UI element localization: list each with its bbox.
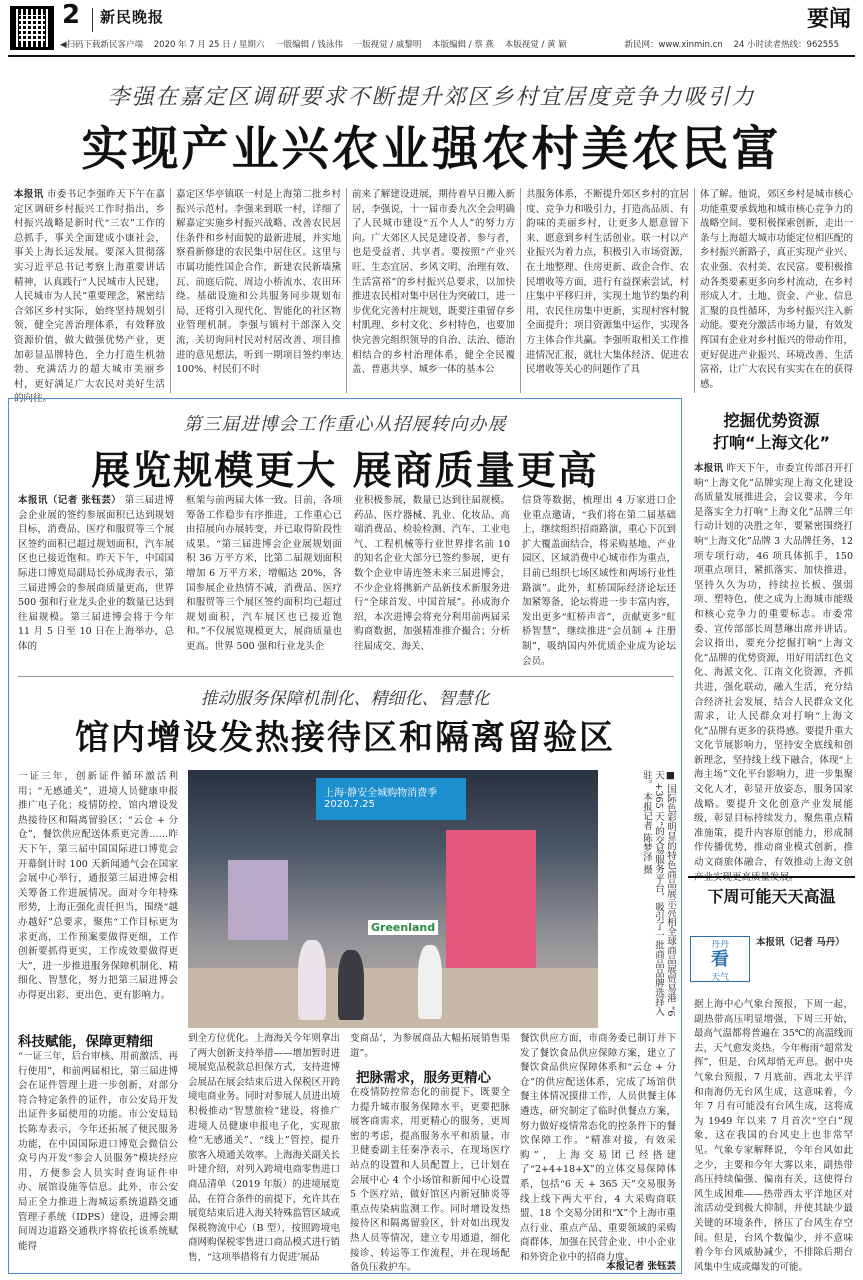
section-title: 要闻 [806,7,851,32]
photo-decoration [228,860,288,940]
sidebar1-body: 本报讯 昨天下午，市委宣传部召开打响“上海文化”品牌实现上海文化建设高质量发展推进会，会议要求，今年是落实全力打响“上海文化”品牌三年行动计划的决胜之年，要紧密围绕打响“上海文化”品牌 3 大品牌任务，12 项专项行动，46 项具体抓手，150 项重点项目，紧抓落实、加快推进，坚持久久为功，持续拉长板、强弱项、塑特色，使之成为上海城市能级和核心竞争力的重要标志。市委常委、宣传部部长周慧琳出席并讲话。会议指出，要充分挖掘打响“上海文化”品牌的优势资源，用好用活红色文化、海派文化、江南文化资源，齐抓共进，强化联动，融入生活，充分结合经济社会发展，结合人民群众文化需求，让人民群众对打响“上海文化”品牌有更多的获得感。要提升重大文化节展影响力，坚持安全底线和创新理念，坚持线上线下融合，体现“上海主场”文化平台影响力，进一步集聚文化人才，彰显开放姿态，服务国家战略。要提升文化创意产业发展能级，彰显目标持续发力，聚焦重点精准施策，提升内容原创能力，形成制作传播优势，推动商业模式创新，推动文商旅体融合，有效推动上海文创 [694,463,853,869]
visual-1: 一版视觉 / 戚黎明 [353,40,422,50]
story3-col3b: 在疫情防控常态化的前提下，既要全力提升城市服务保障水平，更要把脉展客商需求，用更精心的服务，更周密的考虑，提高服务水平和质量。市卫健委副主任秦净表示，在现场医疗站点的设置和人员配置上，已计划在会展中心 4 个小场馆和新闻中心设置 5 个医疗站，做好馆区内新冠肺炎等重点传染病监测工作。同时增设发热接待区和隔离留验区，针对如出现发热人员等情况，建立专用通道，细化接诊、转运等工作流程，并在现场配备负压救护车。 [350,1087,510,1274]
story2-col2: 框架与前两届大体一致。目前，各项筹备工作稳步有序推进，工作重心已由招展向办展转变，并已取得阶段性成果。“第三届进博会企业展规划面积 36 万平方米，比第二届规划面积增加 6 万平方米，增幅达 20%，各国参展企业热情不减，消费品、医疗和服贸等三个展区签约面积均已超过规划面积，汽车展区也已接近饱和。”不仅展览规模更大，展商质量也更高。世界 500 强和行业龙头企 [186,495,342,652]
story2-headline: 展览规模更大 展商质量更高 [91,449,599,494]
story1-col4: 共服务体系，不断提升郊区乡村的宜居度、竞争力和吸引力，打造高品质、有韵味的美丽乡村，让更多人愿意留下来、愿意到乡村生活创业。联一村以产业振兴为着力点，积极引入市场资源，在土地整理、住房更新、政企合作、农民增收等方面，进行有益探索尝试，村庄集中平移归并，实现土地节约集约利用，农民住房集中更新，实现村容村貌全面提升；项目资源集中运作，实现各方主体合作共赢。李强听取相关工作推进情况汇报，就壮大集体经济、促进农民增收等关心的问题作了具 [526,189,689,376]
story3-kicker: 推动服务保障机制化、精细化、智慧化 [200,689,490,709]
story1-kicker: 李强在嘉定区调研要求不断提升郊区乡村宜居度竞争力吸引力 [107,85,756,110]
col-divider [694,188,695,393]
story3-col1b: “一证三年，后台审核、用前激活、再行使用”，和前两届相比，第三届进博会在证件管理上进一步创新，对部分符合特定条件的证件，市公安局开发出证件多届使用的功能。市公安局局长陈寿表示，今年还拓展了便民服务功能，在中国国际进口博览会微信公众号内开发“参会人员服务”模块经应用，方便参会人员实时查询证件申办、展馆设施等信息。此外，市公安局正全力推进上海城运系统道路交通管理子系统（IDPS）建设，进博会期间周边道路交通秩序将依托该系统赋能得 [18,1051,178,1252]
header-divider [92,8,93,32]
story1-headline: 实现产业兴农业强农村美农民富 [81,122,782,177]
story1-col5: 体了解。他说，郊区乡村是城市核心功能重要承载地和城市核心竞争力的战略空间。要积极探索创新，走出一条与上海超大城市功能定位相匹配的乡村振兴新路子，真正实现产业兴、农业强、农村美、农民富。要积极推动各类要素更多向乡村流动，在乡村形成人才、土地、资金、产业、信息汇聚的良性循环，为乡村振兴注入新动能。要充分激活市场力量，有效发挥国有企业对乡村振兴的带动作用，更好促进产业振兴、环境改善、生活富裕，让广大农民有实实在在的获得感。 [700,189,853,390]
story1-col1: 本报讯 市委书记李强昨天下午在嘉定区调研乡村振兴工作时指出，乡村振兴战略是新时代“三农”工作的总抓手，事关全面建成小康社会，事关上海长远发展。要深入贯彻落实习近平总书记考察上海重要讲话精神，认真践行“人民城市人民建，人民城市为人民”重要理念，紧密结合郊区乡村实际，始终坚持规划引领，健全完善治理体系，有效释放资源价值，做大做强优势产业，更加彰显品牌特色，全力打造生机勃勃、充满活力的超大城市美丽乡村，更好满足广大农民对美好生活的向往。 [14,189,165,405]
sidebar1-byline: 本报讯 [694,463,724,474]
visual-2: 本版视觉 / 黄 颖 [504,40,567,50]
story3-byline: 本报记者 张钰芸 [606,1261,676,1272]
sidebar2-lead [756,936,853,996]
story3-headline: 馆内增设发热接待区和隔离留验区 [75,718,615,758]
header-meta [60,38,855,52]
story3-subhead-2: 把脉需求，服务更精心 [356,1070,491,1086]
qr-hint: ◀扫码下载新民客户端 [60,40,144,50]
story1-col2: 嘉定区华亭镇联一村是上海第二批乡村振兴示范村。李强来到联一村，详细了解嘉定实施乡村振兴战略、改善农民居住条件和乡村面貌的最新进展，并实地察看新修建的农民集中居住区。这里与市属功能性国企合作，新建农民新墙黛瓦、前庭后院、周边小桥流水、农田环绕。基础设施和公共服务同步规划布局，还将引入现代化、智能化的社区物业管理机制。李强与镇村干部深入交流，关切询问村民对村居改善、项目推进的意见想法，听到一期项目签约率达 100%、村民们不时 [176,189,341,376]
site-url[interactable]: 新民网：www.xinmin.cn [624,40,723,50]
story2-col1: 本报讯（记者 张钰芸） 第三届进博会企业展的签约参展面积已达到规划目标，消费品、医疗和服贸等三个展区签约面积已超过规划面积，汽车展区也已接近饱和。昨天下午，中国国际进口博览局副局长孙成海表示，第三届进博会的参展商质量更高，世界 500 强和行业龙头企业的数量已达到往届规模。第三届进博会将于今年 11 月 5 日至 10 日在上海举办，总体的 [18,495,174,652]
photo-person [298,940,326,1020]
story2-col3: 业积极参展，数量已达到往届规模。药品、医疗器械、乳业、化妆品、高端消费品、检验检测、汽车、工业电气、工程机械等行业世界排名前 10 的知名企业大部分已签约参展，更有数个企业申请连签未来三届进博会，不少企业将携新产品新技术新服务进行“全球首发、中国首展”。孙成海介绍，本次进博会将充分利用前两届采购商数据，加强精准推介撮合；分析往届成交、海关、 [354,495,510,652]
story2-col4: 信贷等数据，梳理出 4 万家进口企业重点邀请，“我们将在第二届基础上，继续组织招商路演，重心下沉到扩大覆盖面结合，将采购基地、产业园区、区域消费中心城市作为重点，目前已组织七场区域性和两场行业性路演”。此外，虹桥国际经济论坛还加紧筹备，论坛将进一步丰富内容，发出更多“虹桥声音”，贡献更多“虹桥智慧”，继续推进“会员制 + 注册制”，吸纳国内外优质企业成为论坛会员。 [522,495,676,667]
story2-kicker: 第三届进博会工作重心从招展转向办展 [183,414,507,435]
sidebar1-headline: 挖掘优势资源 打响“上海文化” [712,411,831,452]
photo-credit: 本报记者 陈梦泽 摄 [641,792,652,875]
col-divider [346,188,347,393]
photo-person [418,945,442,1019]
col-divider [170,188,171,393]
story3-col2: 到全方位优化。上海海关今年则拿出了两大创新支持举措——增加暂时进境展览品税款总担保方式，支持进博会展品在展会结束后进入保税区开跨境电商业务。同时对参展人员进出境积极推动“智慧旅检”建设，将推广进境人员健康申报电子化，实现旅检“无感通关”、“线上”管控，提升旅客入境通关效率。上海海关副关长叶建介绍，对列入跨境电商零售进口商品清单（2019 年版）的进境展览品，在符合条件的前提下，允许其在展览结束后进入海关特殊监管区域或保税物流中心（B 型），按照跨境电商网购保税零售进口商品模式进行销售，“这项举措将有力促进’展品 [188,1033,341,1263]
story2-byline: 本报讯（记者 张钰芸） [18,495,122,506]
photo-banner: 上海·静安全城购物消费季 2020.7.25 [316,778,466,820]
photo-floor [188,968,598,1028]
story3-col3: 变商品’，为参展商品大幅拓展销售渠道”。 [350,1033,510,1059]
sidebar-rule [688,876,855,878]
story3-col4: 餐饮供应方面，市商务委已制订并下发了餐饮食品供应保障方案，建立了餐饮食品供应保障体系和“云仓 + 分仓”的供应配送体系，完成了场馆供餐主体情况摸排工作，人员供餐主体遴选，研究制定了临时供餐点方案，努力做好疫情常态化的控条件下的餐饮保障工作。“精准对接，有效采购”，上海交易团已经搭建了“2+4+18+X”的立体交易保障体系，包括“6 天 + 365 天”交易服务线上线下两大平台，4 大采购商联盟、18 个交易分团和“X”个上海市重点行业、重点产品、重要领域的采购商群体，加强在民营企业、中小企业和外资企业中的招商力度。 [520,1033,676,1263]
photo-sign: Greenland [368,920,438,935]
mall-photo [188,770,598,1028]
story1-byline: 本报讯 [14,189,44,200]
sidebar2-body: 据上海中心气象台预报，下周一起，副热带高压明显增强，下周三开始，最高气温都将普遍在 35℃的高温线而去，天气愈发炎热。今年梅雨“超常发挥”，但是，台风却悄无声息。据中央气象台预报，7 月底前，西北太平洋和南海仍无台风生成，这意味着，今年 7 月有可能没有台风生成，这将成为 1949 年以来 7 月首次“空白”现象，这在我国的台风史上也非常罕见。气象专家解释说，今年台风如此之少，主要和今年大雾以来，副热带高压持续偏强、偏南有关，这使得台风生成困难——热带西太平洋地区对流活动受到极大抑制，并使其缺少最关键的环境条件，挤压了台风生存空间。但是，台风个数偏少，并不意味着今年台风威胁减少，不排除后期台风集中生成或爆发的可能。 [694,999,853,1273]
page-number: 2 [62,0,81,30]
box-inner-rule [18,676,674,677]
reader-hotline: 24 小时读者热线：962555 [733,40,839,50]
sidebar2-byline: 本报讯（记者 马丹） [756,937,845,948]
story3-subhead-1: 科技赋能，保障更精细 [18,1034,153,1050]
editor-2: 本版编辑 / 蔡 燕 [432,40,495,50]
photo-caption: ■ 国际色彩明显的特色商品展示亮相全球商品展贸易港 “6 天 +365 天”的交易服务平台，吸引了一批商品品牌选择入驻。 本报记者 陈梦泽 摄 [641,770,676,1017]
qr-code-icon[interactable] [10,6,54,50]
photo-decoration [446,830,536,980]
story3-col1: 一证三年，创新证件循环激活利用；“无感通关”，进境人员健康申报推广电子化；疫情防控，馆内增设发热接待区和隔离留验区；“云仓 + 分仓”，餐饮供应配送体系更完善……昨天下午，第三届中国国际进口博览会开幕倒计时 100 天新闻通气会在国家会展中心举行，通报第三届进博会相关筹备工作进展情况。面对今年特殊形势，上海正强化责任担当，围绕“越办越好”总要求，聚焦“工作目标更为求更高，工作预案要做得更细，工作创新要抓得更实，工作成效要做得更大”，进一步推进服务保障机制化、精细化、智慧化，努力把第三届进博会办得更出彩、更出色、更有影响力。 [18,771,178,1001]
header-rule [8,55,855,57]
weather-column-badge: 丹丹 看 天气 [690,936,750,982]
issue-date: 2020 年 7 月 25 日 / 星期六 [153,40,265,50]
sidebar2-headline: 下周可能天天高温 [707,887,836,906]
story1-col3: 前来了解建设进展，期待着早日搬入新居，李强说，十一届市委九次全会明确了人民城市建设“五个人人”的努力方向。广大郊区人民是建设者、参与者，也是受益者、共享者。要按照“产业兴旺、生态宜居、乡风文明、治理有效、生活富裕”的乡村振兴总要求，以加快推进农民相对集中居住为突破口，进一步优化完善村庄规划，既要注重留存乡村肌理、乡村文化、乡村特色，也要加快完善完组织领导的自治、法治、德治相结合的乡村治理体系，健全全民覆盖、普惠共享、城乡一体的基本公 [352,189,515,376]
photo-person [338,950,364,1020]
editor-1: 一版编辑 / 钱泳伟 [275,40,343,50]
col-divider [520,188,521,393]
page-header [0,0,863,56]
masthead: 新民晚报 [100,8,165,26]
